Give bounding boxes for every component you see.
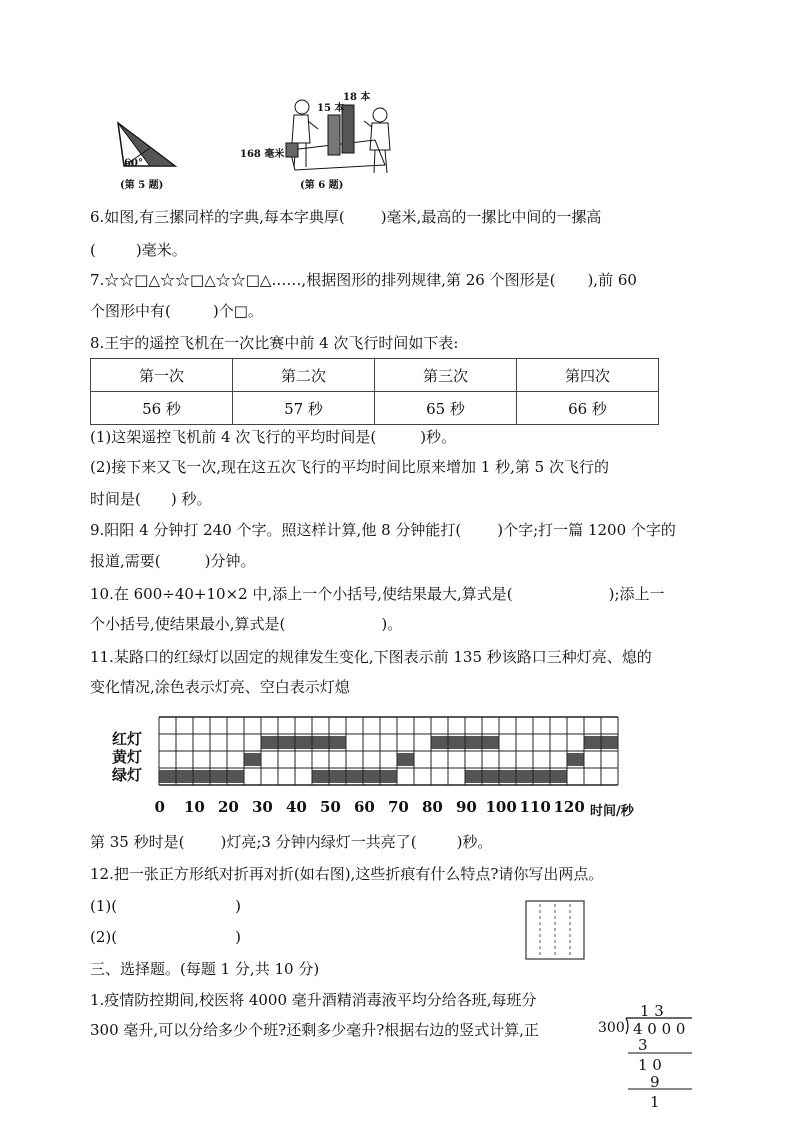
light-row-label-red: 红灯 [112, 730, 143, 748]
q8-text: )秒。 [420, 428, 457, 446]
q10-text: )。 [381, 615, 403, 633]
table-cell: 56 秒 [91, 392, 233, 425]
q8-sub1 [90, 427, 456, 447]
division-step-2: 1 0 [638, 1056, 662, 1074]
division-bracket [620, 1016, 700, 1111]
q10-line1 [90, 584, 665, 604]
q12-line1: 12.把一张正方形纸对折再对折(如右图),这些折痕有什么特点?请你写出两点。 [90, 865, 604, 883]
time-axis-tick-label: 100 [485, 798, 517, 816]
q7-text: 7.☆☆□△☆☆□△☆☆□△……,根据图形的排列规律,第 26 个图形是( [90, 271, 556, 289]
figure-6-label-168: 168 毫米 [240, 149, 285, 160]
section-3-title: 三、选择题。(每题 1 分,共 10 分) [90, 960, 320, 978]
time-axis-tick-label: 0 [154, 798, 165, 816]
q7-text: 个图形中有( [90, 302, 171, 320]
time-axis-tick-label: 60 [354, 798, 375, 816]
q10-text: );添上一 [608, 585, 665, 603]
figure-5-triangle [110, 118, 185, 173]
time-axis-tick-label: 90 [456, 798, 477, 816]
q10-line2 [90, 614, 402, 634]
q10-text: 10.在 600÷40+10×2 中,添上一个小括号,使结果最大,算式是( [90, 585, 513, 603]
q9-text: 报道,需要( [90, 552, 161, 570]
q12-item1 [90, 896, 241, 916]
q6-text: )毫米,最高的一摞比中间的一摞高 [380, 208, 602, 226]
division-step-4: 1 [650, 1093, 660, 1111]
q8-text: ) 秒。 [170, 490, 212, 508]
division-dividend: 4 0 0 0 [633, 1020, 686, 1038]
q12-text: (1)( [90, 897, 118, 915]
figure-6-caption: (第 6 题) [300, 180, 344, 191]
q10-text: 个小括号,使结果最小,算式是( [90, 615, 286, 633]
time-axis-tick-label: 30 [252, 798, 273, 816]
table-header: 第二次 [233, 359, 375, 392]
figure-5-caption: (第 5 题) [120, 180, 164, 191]
table-cell: 57 秒 [233, 392, 375, 425]
table-cell: 66 秒 [517, 392, 659, 425]
q11-text: 第 35 秒时是( [90, 833, 185, 851]
q11-answer-line [90, 832, 492, 852]
time-axis-tick-label: 10 [184, 798, 205, 816]
light-row-label-yellow: 黄灯 [112, 748, 143, 766]
table-header: 第四次 [517, 359, 659, 392]
q6-text: ( [90, 241, 96, 259]
figure-6-label-18: 18 本 [343, 92, 371, 103]
figure-6-label-15: 15 本 [317, 103, 345, 114]
time-axis-tick-label: 120 [553, 798, 585, 816]
time-axis-tick-label: 80 [422, 798, 443, 816]
q12-text: (2)( [90, 928, 118, 946]
folded-paper-figure [525, 900, 585, 960]
q7-text: )个□。 [212, 302, 263, 320]
time-axis-unit: 时间/秒 [590, 804, 634, 819]
flight-times-table [90, 358, 659, 425]
q8-text: 时间是( [90, 490, 141, 508]
q6-line1 [90, 207, 601, 227]
division-step-3: 9 [650, 1073, 660, 1091]
traffic-light-grid [156, 712, 621, 790]
q7-line1 [90, 270, 637, 290]
q12-item2 [90, 927, 241, 947]
light-on-segment-red [261, 736, 346, 749]
q8-sub2-line1: (2)接下来又飞一次,现在这五次飞行的平均时间比原来增加 1 秒,第 5 次飞行的 [90, 458, 609, 476]
q9-text: )个字;打一篇 1200 个字的 [497, 521, 676, 539]
q11-text: )灯亮;3 分钟内绿灯一共亮了( [220, 833, 417, 851]
q7-text: ),前 60 [587, 271, 637, 289]
q11-line1: 11.某路口的红绿灯以固定的规律发生变化,下图表示前 135 秒该路口三种灯亮、熄的 [90, 648, 652, 666]
q11-line2: 变化情况,涂色表示灯亮、空白表示灯熄 [90, 678, 350, 696]
light-on-segment-green [159, 770, 244, 783]
section-3-q1-line1: 1.疫情防控期间,校医将 4000 毫升酒精消毒液平均分给各班,每班分 [90, 991, 537, 1009]
q6-text: 6.如图,有三摞同样的字典,每本字典厚( [90, 208, 345, 226]
time-axis-tick-label: 20 [218, 798, 239, 816]
light-on-segment-yellow [244, 753, 261, 766]
q12-text: ) [235, 897, 241, 915]
q8-sub2-line2 [90, 489, 211, 509]
division-divisor: 300 [598, 1020, 625, 1036]
q9-line1 [90, 520, 676, 540]
q9-text: )分钟。 [204, 552, 256, 570]
table-header: 第三次 [375, 359, 517, 392]
q11-text: )秒。 [456, 833, 493, 851]
time-axis-tick-label: 50 [320, 798, 341, 816]
table-header: 第一次 [91, 359, 233, 392]
q9-line2 [90, 551, 255, 571]
table-cell: 65 秒 [375, 392, 517, 425]
time-axis-tick-label: 70 [388, 798, 409, 816]
section-3-q1-line2: 300 毫升,可以分给多少个班?还剩多少毫升?根据右边的竖式计算,正 [90, 1021, 540, 1039]
q8-text: (1)这架遥控飞机前 4 次飞行的平均时间是( [90, 428, 377, 446]
time-axis-tick-label: 110 [519, 798, 551, 816]
division-step-1: 3 [638, 1036, 648, 1054]
division-quotient: 1 3 [640, 1002, 664, 1020]
q7-line2 [90, 301, 263, 321]
table-row [91, 359, 659, 392]
q9-text: 9.阳阳 4 分钟打 240 个字。照这样计算,他 8 分钟能打( [90, 521, 462, 539]
q6-line2 [90, 240, 187, 260]
table-row [91, 392, 659, 425]
light-row-label-green: 绿灯 [112, 766, 143, 784]
q8-intro: 8.王宇的遥控飞机在一次比赛中前 4 次飞行时间如下表: [90, 334, 459, 352]
time-axis-tick-label: 40 [286, 798, 307, 816]
q12-text: ) [235, 928, 241, 946]
q6-text: )毫米。 [135, 241, 187, 259]
light-on-segment-yellow [397, 753, 414, 766]
light-on-segment-yellow [567, 753, 584, 766]
figure-5-angle: 60° [124, 158, 143, 169]
light-on-segment-green [312, 770, 397, 783]
